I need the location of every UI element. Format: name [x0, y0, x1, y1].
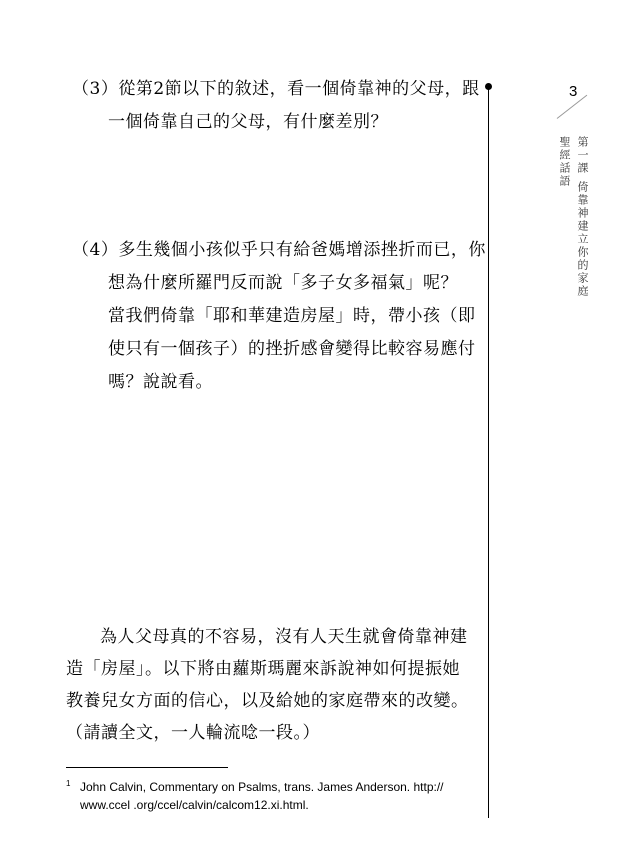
footnote-divider	[66, 767, 228, 768]
question-3-line-1: （3）從第2節以下的敘述，看一個倚靠神的父母，跟	[72, 79, 480, 99]
question-4	[72, 234, 486, 399]
question-4-line-4: 使只有一個孩子）的挫折感會變得比較容易應付	[108, 339, 476, 359]
paragraph-line-3: 教養兒女方面的信心，以及給她的家庭帶來的改變。	[66, 691, 469, 711]
footnote	[66, 778, 486, 814]
page-number: 3	[569, 83, 578, 100]
question-4-line-5: 嗎？說說看。	[108, 372, 213, 392]
chapter-heading	[574, 136, 590, 298]
footnote-number: 1	[66, 779, 71, 788]
question-4-line-1: （4）多生幾個小孩似乎只有給爸媽增添挫折而已，你	[72, 240, 486, 260]
chapter-label: 第一課	[576, 136, 589, 175]
question-3-line-2: 一個倚靠自己的父母，有什麼差別？	[108, 112, 388, 132]
paragraph-line-4: （請讀全文，一人輪流唸一段。）	[66, 723, 320, 743]
paragraph-line-2: 造「房屋」。以下將由蘿斯瑪麗來訴說神如何提振她	[66, 659, 460, 679]
footnote-line-2: www.ccel .org/ccel/calvin/calcom12.xi.html.	[80, 798, 309, 812]
question-4-line-3: 當我們倚靠「耶和華建造房屋」時，帶小孩（即	[108, 306, 476, 326]
body-paragraph	[66, 621, 476, 749]
question-3	[72, 73, 480, 139]
chapter-title: 倚靠神建立你的家庭	[576, 181, 589, 298]
margin-rule-dot	[485, 83, 492, 90]
footnote-line-1: John Calvin, Commentary on Psalms, trans. James Anderson. http://	[80, 780, 444, 794]
paragraph-line-1: 為人父母真的不容易，沒有人天生就會倚靠神建	[100, 627, 468, 647]
book-title: 聖經話語	[558, 136, 571, 188]
margin-rule	[488, 88, 489, 818]
question-4-line-2: 想為什麼所羅門反而說「多子女多福氣」呢？	[108, 273, 458, 293]
